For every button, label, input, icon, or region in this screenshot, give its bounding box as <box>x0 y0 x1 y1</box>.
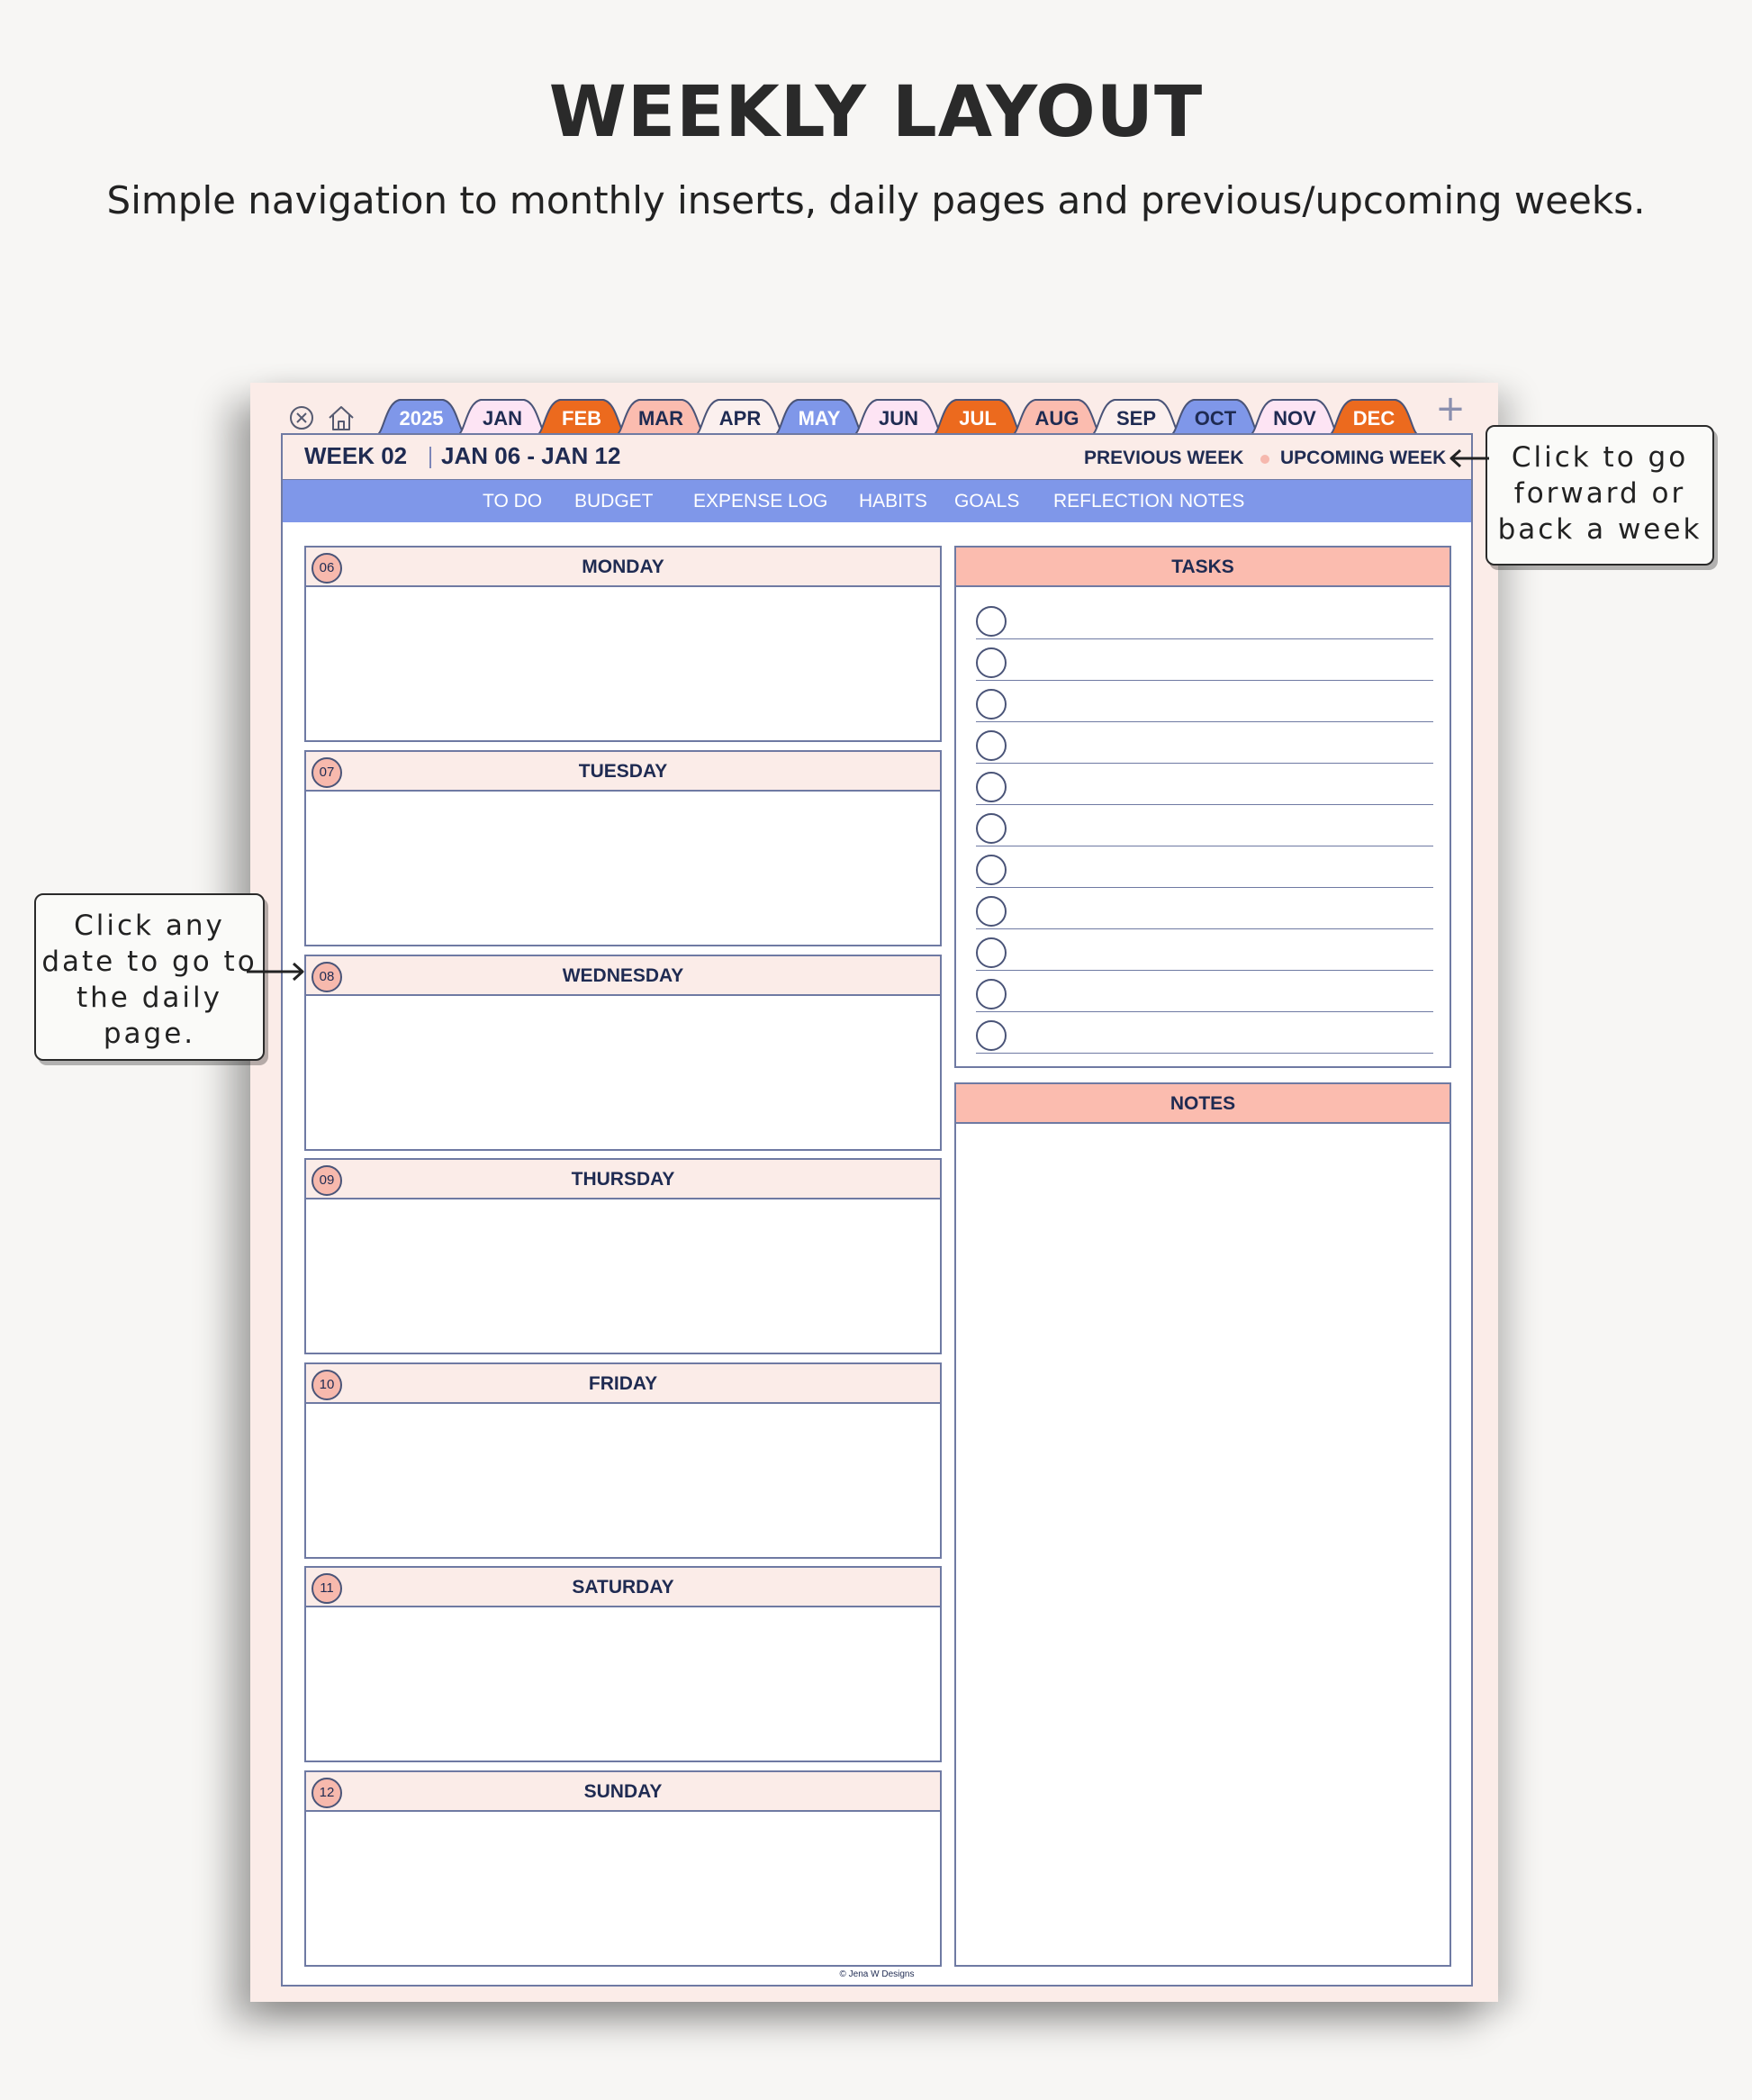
day-name: MONDAY <box>582 557 664 577</box>
day-header <box>306 1160 940 1199</box>
tab-label: APR <box>718 407 762 430</box>
task-checkbox[interactable] <box>976 606 1007 637</box>
date-circle-button[interactable]: 12 <box>312 1778 342 1808</box>
tab-label: MAY <box>798 407 841 430</box>
task-row[interactable] <box>976 846 1433 888</box>
tab-label: JUN <box>878 407 918 430</box>
task-row[interactable] <box>976 722 1433 764</box>
tab-sep[interactable] <box>1091 397 1181 435</box>
tab-jul[interactable] <box>933 397 1023 435</box>
day-header <box>306 1364 940 1404</box>
footer-credit: © Jena W Designs <box>839 1969 915 1979</box>
day-box-monday <box>304 546 942 742</box>
tab-label: AUG <box>1034 407 1079 430</box>
day-box-tuesday <box>304 750 942 946</box>
day-box-wednesday <box>304 955 942 1151</box>
day-name: FRIDAY <box>588 1373 658 1394</box>
page-headline: WEEKLY LAYOUT <box>548 72 1204 153</box>
menu-notes[interactable]: NOTES <box>1179 491 1245 511</box>
tab-may[interactable] <box>774 397 864 435</box>
close-icon[interactable] <box>286 403 317 433</box>
tab-label: 2025 <box>399 407 444 430</box>
day-box-sunday <box>304 1770 942 1967</box>
week-header-bar <box>283 435 1471 480</box>
tab-label: DEC <box>1352 407 1395 430</box>
upcoming-week-link[interactable]: UPCOMING WEEK <box>1280 448 1447 468</box>
tab-label: FEB <box>562 407 601 430</box>
arrow-left-icon <box>1448 448 1491 469</box>
notes-panel <box>954 1082 1451 1967</box>
task-row[interactable] <box>976 764 1433 805</box>
daily-page-callout: Click any date to go to the daily page. <box>34 893 265 1061</box>
tab-aug[interactable] <box>1012 397 1102 435</box>
day-header <box>306 1568 940 1607</box>
task-checkbox[interactable] <box>976 772 1007 802</box>
date-circle-button[interactable]: 06 <box>312 553 342 584</box>
tasks-title: TASKS <box>1171 557 1234 577</box>
tab-label: JUL <box>959 407 997 430</box>
date-circle-button[interactable]: 09 <box>312 1165 342 1196</box>
tab-dec[interactable] <box>1329 397 1419 435</box>
week-nav-callout: Click to go forward or back a week <box>1486 425 1714 566</box>
task-checkbox[interactable] <box>976 937 1007 968</box>
task-row[interactable] <box>976 929 1433 971</box>
notes-header <box>956 1084 1449 1124</box>
tab-label: JAN <box>482 407 522 430</box>
tab-feb[interactable] <box>537 397 627 435</box>
task-row[interactable] <box>976 639 1433 681</box>
task-checkbox[interactable] <box>976 689 1007 720</box>
task-checkbox[interactable] <box>976 1020 1007 1051</box>
menu-budget[interactable]: BUDGET <box>574 491 654 511</box>
day-header <box>306 956 940 996</box>
tab-label: SEP <box>1115 407 1157 430</box>
task-checkbox[interactable] <box>976 647 1007 678</box>
menu-reflection[interactable]: REFLECTION <box>1053 491 1174 511</box>
menu-expense-log[interactable]: EXPENSE LOG <box>693 491 828 511</box>
task-checkbox[interactable] <box>976 730 1007 761</box>
menu-habits[interactable]: HABITS <box>859 491 927 511</box>
task-row[interactable] <box>976 681 1433 722</box>
week-date-range: JAN 06 - JAN 12 <box>441 442 621 469</box>
arrow-right-icon <box>245 961 306 982</box>
menu-goals[interactable]: GOALS <box>954 491 1020 511</box>
day-name: SUNDAY <box>583 1781 663 1802</box>
day-box-saturday <box>304 1566 942 1762</box>
tab-jan[interactable] <box>457 397 547 435</box>
week-divider <box>429 447 431 468</box>
nav-separator-dot <box>1260 455 1269 464</box>
menu-todo[interactable]: TO DO <box>483 491 543 511</box>
task-row[interactable] <box>976 598 1433 639</box>
tab-label: MAR <box>637 407 684 430</box>
notes-title: NOTES <box>1170 1093 1236 1114</box>
day-name: SATURDAY <box>572 1577 674 1598</box>
weekly-frame <box>281 433 1473 1987</box>
tab-oct[interactable] <box>1170 397 1260 435</box>
date-circle-button[interactable]: 08 <box>312 962 342 992</box>
day-name: THURSDAY <box>571 1169 675 1190</box>
planner-page <box>250 383 1498 2002</box>
task-checkbox[interactable] <box>976 896 1007 927</box>
tab-apr[interactable] <box>695 397 785 435</box>
previous-week-link[interactable]: PREVIOUS WEEK <box>1084 448 1244 468</box>
date-circle-button[interactable]: 11 <box>312 1573 342 1604</box>
day-name: WEDNESDAY <box>562 965 684 986</box>
date-circle-button[interactable]: 10 <box>312 1370 342 1400</box>
home-icon[interactable] <box>326 403 357 433</box>
tasks-panel <box>954 546 1451 1068</box>
day-header <box>306 1772 940 1812</box>
task-checkbox[interactable] <box>976 979 1007 1009</box>
day-box-friday <box>304 1362 942 1559</box>
day-name: TUESDAY <box>578 761 668 782</box>
task-row[interactable] <box>976 888 1433 929</box>
task-checkbox[interactable] <box>976 813 1007 844</box>
day-header <box>306 752 940 792</box>
day-header <box>306 548 940 587</box>
task-row[interactable] <box>976 1012 1433 1054</box>
plus-icon[interactable]: + <box>1435 388 1466 430</box>
tab-jun[interactable] <box>853 397 944 435</box>
week-number: WEEK 02 <box>304 442 408 469</box>
tab-label: NOV <box>1273 407 1316 430</box>
page-subheadline: Simple navigation to monthly inserts, daily pages and previous/upcoming weeks. <box>106 178 1646 222</box>
tab-mar[interactable] <box>616 397 706 435</box>
tab-nov[interactable] <box>1250 397 1340 435</box>
day-box-thursday <box>304 1158 942 1354</box>
task-row[interactable] <box>976 805 1433 846</box>
tab-2025[interactable] <box>376 397 466 435</box>
task-checkbox[interactable] <box>976 855 1007 885</box>
task-row[interactable] <box>976 971 1433 1012</box>
tasks-header <box>956 548 1449 587</box>
tab-label: OCT <box>1194 407 1237 430</box>
section-menu-bar <box>283 480 1471 522</box>
date-circle-button[interactable]: 07 <box>312 757 342 788</box>
